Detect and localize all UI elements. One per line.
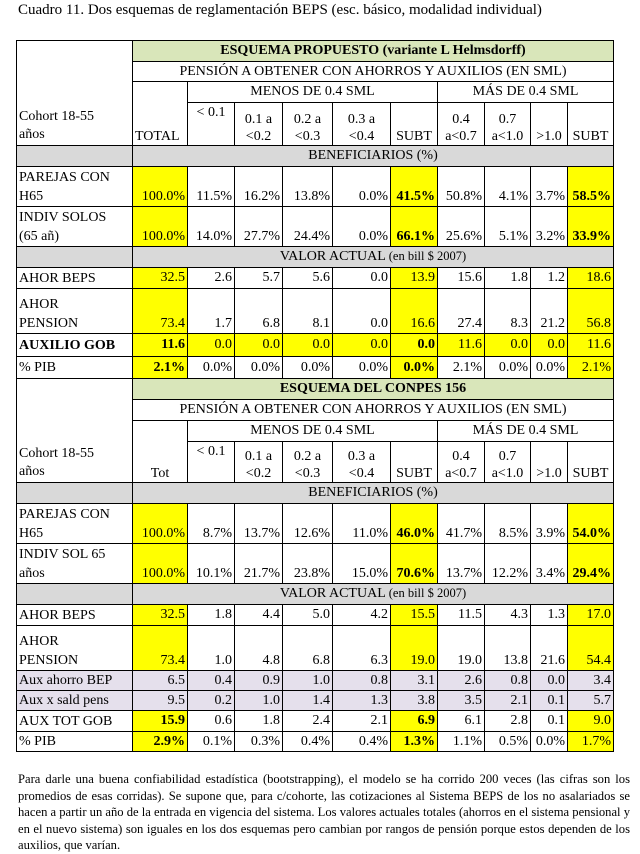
table-cell: 0.0 [531,671,568,691]
table-cell: 8.7% [188,504,235,544]
table-cell: 5.0 [283,605,333,626]
table-cell: 1.3 [531,605,568,626]
s2-col-subt1: SUBT [391,442,438,483]
s1-beneficiarios-header: BENEFICIARIOS (%) [133,146,614,167]
table-cell: 11.5% [188,167,235,207]
table-cell: 1.0 [188,626,235,671]
s1-col-subt1: SUBT [391,103,438,146]
s1-col-subt2: SUBT [568,103,614,146]
table-cell: 13.9 [391,268,438,289]
s2-row-label-indiv-sol-65-anos: INDIV SOL 65 años [17,544,133,584]
s2-cohort-label: Cohort 18-55 años [17,442,133,483]
table-cell: 0.4% [283,732,333,752]
s1-row-label-auxilio-gob: AUXILIO GOB [17,334,133,357]
table-cell: 0.4 [188,671,235,691]
table-cell: 21.2 [531,289,568,334]
table-cell: 10.1% [188,544,235,584]
table-cell: 3.9% [531,504,568,544]
table-cell: 4.4 [235,605,283,626]
s2-row-label-aux-x-sald-pens: Aux x sald pens [17,691,133,711]
s2-col-lt01: < 0.1 [188,442,235,483]
table-row [17,691,614,711]
table-cell: 11.6 [133,334,188,357]
s1-valor-header: VALOR ACTUAL (en bill $ 2007) [133,247,614,268]
table-cell: 0.6 [188,711,235,732]
table-cell: 12.2% [485,544,531,584]
s2-col-gt10: >1.0 [531,442,568,483]
table-cell: 2.8 [485,711,531,732]
table-cell: 21.6 [531,626,568,671]
table-cell: 17.0 [568,605,614,626]
s2-menos-header: MENOS DE 0.4 SML [188,421,438,442]
table-cell: 0.0% [333,357,391,379]
s2-col-07-10: 0.7 a<1.0 [485,442,531,483]
table-cell: 0.5% [485,732,531,752]
table-cell: 2.1 [485,691,531,711]
beps-comparison-table [16,40,614,752]
table-cell: 2.6 [438,671,485,691]
table-cell: 5.1% [485,207,531,247]
table-cell: 1.1% [438,732,485,752]
s1-col-03-04: 0.3 a <0.4 [333,103,391,146]
table-row [17,626,614,671]
s1-row-label-pib: % PIB [17,357,133,379]
table-row [17,357,614,379]
table-cell: 0.1 [531,711,568,732]
table-cell: 6.3 [333,626,391,671]
table-cell: 0.0 [333,268,391,289]
table-cell: 24.4% [283,207,333,247]
table-row [17,334,614,357]
table-cell: 15.0% [333,544,391,584]
table-cell: 5.7 [235,268,283,289]
table-cell: 19.0 [391,626,438,671]
table-row [17,289,614,334]
s1-col-07-10: 0.7 a<1.0 [485,103,531,146]
table-cell: 13.8% [283,167,333,207]
table-cell: 0.1% [188,732,235,752]
table-cell: 19.0 [438,626,485,671]
table-cell: 0.8 [333,671,391,691]
s2-col-02-03: 0.2 a <0.3 [283,442,333,483]
s2-subtitle: PENSIÓN A OBTENER CON AHORROS Y AUXILIOS (EN SML) [133,400,614,421]
s1-row-label-indiv-solos-65-an: INDIV SOLOS (65 añ) [17,207,133,247]
s2-row-label-ahor-beps: AHOR BEPS [17,605,133,626]
table-cell: 0.0 [531,334,568,357]
table-cell: 11.5 [438,605,485,626]
s1-col-total: TOTAL [133,103,188,146]
table-cell: 0.0% [333,167,391,207]
s1-menos-header: MENOS DE 0.4 SML [188,82,438,103]
table-cell: 0.0 [235,334,283,357]
table-cell: 6.8 [283,626,333,671]
table-cell: 6.1 [438,711,485,732]
table-cell: 46.0% [391,504,438,544]
table-cell: 0.0% [188,357,235,379]
table-cell: 27.4 [438,289,485,334]
table-cell: 0.0 [391,334,438,357]
table-cell: 3.1 [391,671,438,691]
s2-title: ESQUEMA DEL CONPES 156 [133,379,614,400]
table-cell: 1.0 [283,671,333,691]
table-cell: 2.1% [133,357,188,379]
table-cell: 16.6 [391,289,438,334]
table-cell: 2.9% [133,732,188,752]
table-cell: 0.4% [333,732,391,752]
table-row [17,207,614,247]
table-cell: 0.3% [235,732,283,752]
table-cell: 2.1% [438,357,485,379]
s2-beneficiarios-header: BENEFICIARIOS (%) [133,483,614,504]
table-caption: Cuadro 11. Dos esquemas de reglamentación BEPS (esc. básico, modalidad individual) [18,2,542,18]
table-cell: 0.0% [333,207,391,247]
table-cell: 13.7% [235,504,283,544]
s1-row-label-ahor-pension: AHOR PENSION [17,289,133,334]
table-cell: 29.4% [568,544,614,584]
table-cell: 100.0% [133,544,188,584]
table-cell: 14.0% [188,207,235,247]
table-cell: 8.5% [485,504,531,544]
table-cell: 58.5% [568,167,614,207]
table-cell: 3.8 [391,691,438,711]
table-cell: 33.9% [568,207,614,247]
table-cell: 32.5 [133,605,188,626]
table-row [17,167,614,207]
table-cell: 0.0% [283,357,333,379]
s1-mas-header: MÁS DE 0.4 SML [438,82,614,103]
s1-col-01-02: 0.1 a <0.2 [235,103,283,146]
table-cell: 15.9 [133,711,188,732]
table-cell: 15.5 [391,605,438,626]
s1-col-gt10: >1.0 [531,103,568,146]
table-cell: 0.0% [531,357,568,379]
s1-title: ESQUEMA PROPUESTO (variante L Helmsdorff) [133,41,614,62]
s2-row-label-parejas-con-h65: PAREJAS CON H65 [17,504,133,544]
table-cell: 4.3 [485,605,531,626]
table-cell: 6.5 [133,671,188,691]
table-cell: 54.4 [568,626,614,671]
s2-col-03-04: 0.3 a <0.4 [333,442,391,483]
table-cell: 3.2% [531,207,568,247]
table-cell: 1.7% [568,732,614,752]
table-row [17,544,614,584]
table-cell: 4.1% [485,167,531,207]
s1-row-label-ahor-beps: AHOR BEPS [17,268,133,289]
s2-col-04-07: 0.4 a<0.7 [438,442,485,483]
table-cell: 3.4 [568,671,614,691]
table-cell: 2.6 [188,268,235,289]
table-cell: 12.6% [283,504,333,544]
table-cell: 16.2% [235,167,283,207]
s1-cohort-label: Cohort 18-55 años [17,103,133,146]
table-cell: 9.5 [133,691,188,711]
table-row [17,268,614,289]
table-cell: 11.6 [438,334,485,357]
s1-subtitle: PENSIÓN A OBTENER CON AHORROS Y AUXILIOS (EN SML) [133,62,614,82]
table-cell: 2.1% [568,357,614,379]
table-row [17,671,614,691]
s2-col-total: Tot [133,442,188,483]
table-row [17,732,614,752]
table-cell: 3.5 [438,691,485,711]
table-cell: 3.7% [531,167,568,207]
table-cell: 1.4 [283,691,333,711]
table-cell: 50.8% [438,167,485,207]
table-cell: 1.3% [391,732,438,752]
table-cell: 0.1 [531,691,568,711]
s2-valor-header: VALOR ACTUAL (en bill $ 2007) [133,584,614,605]
table-cell: 0.0% [531,732,568,752]
table-cell: 15.6 [438,268,485,289]
table-cell: 0.0 [333,334,391,357]
table-cell: 5.7 [568,691,614,711]
table-cell: 54.0% [568,504,614,544]
table-row [17,711,614,732]
table-cell: 25.6% [438,207,485,247]
table-cell: 66.1% [391,207,438,247]
table-cell: 41.7% [438,504,485,544]
table-cell: 0.0 [485,334,531,357]
table-cell: 1.3 [333,691,391,711]
table-cell: 21.7% [235,544,283,584]
table-cell: 56.8 [568,289,614,334]
s2-row-label-aux-tot-gob: AUX TOT GOB [17,711,133,732]
table-cell: 0.0% [235,357,283,379]
s2-row-label-ahor-pension: AHOR PENSION [17,626,133,671]
table-cell: 0.0% [391,357,438,379]
table-cell: 73.4 [133,626,188,671]
table-cell: 73.4 [133,289,188,334]
table-cell: 8.1 [283,289,333,334]
table-cell: 100.0% [133,207,188,247]
table-cell: 8.3 [485,289,531,334]
table-cell: 2.4 [283,711,333,732]
table-cell: 0.0 [333,289,391,334]
table-cell: 0.0 [283,334,333,357]
table-cell: 1.7 [188,289,235,334]
table-cell: 9.0 [568,711,614,732]
s2-row-label-pib: % PIB [17,732,133,752]
table-cell: 27.7% [235,207,283,247]
s2-col-subt2: SUBT [568,442,614,483]
table-cell: 2.1 [333,711,391,732]
table-cell: 41.5% [391,167,438,207]
table-cell: 13.8 [485,626,531,671]
table-cell: 13.7% [438,544,485,584]
table-cell: 100.0% [133,504,188,544]
table-cell: 11.0% [333,504,391,544]
table-cell: 18.6 [568,268,614,289]
table-cell: 0.0% [485,357,531,379]
table-cell: 1.8 [485,268,531,289]
table-cell: 1.0 [235,691,283,711]
table-cell: 6.9 [391,711,438,732]
table-row [17,605,614,626]
table-cell: 5.6 [283,268,333,289]
table-cell: 32.5 [133,268,188,289]
s2-mas-header: MÁS DE 0.4 SML [438,421,614,442]
s1-col-04-07: 0.4 a<0.7 [438,103,485,146]
table-cell: 3.4% [531,544,568,584]
footnote: Para darle una buena confiabilidad estadística (bootstrapping), el modelo se ha corrido 200 veces (las cifras son los promedios de esas corridas). Se supone que, para c/cohorte, las cotizaciones al Sistema BEPS de los no asalariados se hacen a partir un año de la entrada en vigencia del sistema. Los valores actuales totales (ahorros en el sistema pensional y en el nuevo sistema) son iguales en los dos esquemas pero cambian por rangos de pensión porque estos dependen de los auxilios, que varían. [18,772,630,852]
table-cell: 23.8% [283,544,333,584]
table-cell: 1.8 [235,711,283,732]
s1-row-label-parejas-con-h65: PAREJAS CON H65 [17,167,133,207]
s2-row-label-aux-ahorro-bep: Aux ahorro BEP [17,671,133,691]
table-cell: 0.0 [188,334,235,357]
table-cell: 70.6% [391,544,438,584]
table-cell: 0.2 [188,691,235,711]
table-cell: 1.2 [531,268,568,289]
table-cell: 100.0% [133,167,188,207]
table-cell: 6.8 [235,289,283,334]
s1-col-02-03: 0.2 a <0.3 [283,103,333,146]
table-row [17,504,614,544]
table-cell: 1.8 [188,605,235,626]
s2-col-01-02: 0.1 a <0.2 [235,442,283,483]
table-cell: 0.9 [235,671,283,691]
table-cell: 4.8 [235,626,283,671]
table-cell: 11.6 [568,334,614,357]
table-cell: 4.2 [333,605,391,626]
s1-col-lt01: < 0.1 [188,103,235,146]
table-cell: 0.8 [485,671,531,691]
